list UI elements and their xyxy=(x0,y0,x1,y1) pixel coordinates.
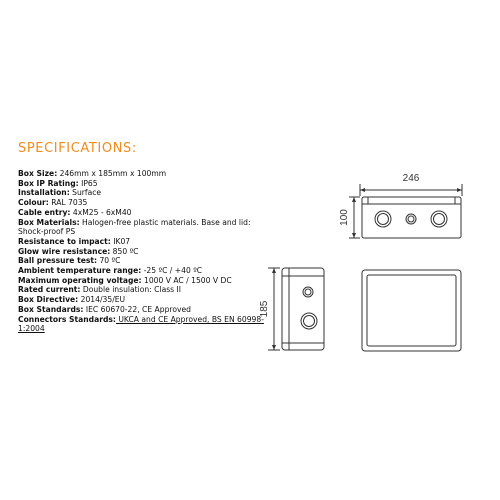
spec-value: -25 ºC / +40 ºC xyxy=(141,266,203,276)
spec-value: UKCA and CE Approved, BS EN 60998-1:2004 xyxy=(18,314,264,334)
spec-value: 4xM25 - 6xM40 xyxy=(70,207,132,217)
spec-label: Rated current: xyxy=(18,285,81,295)
spec-value: RAL 7035 xyxy=(48,198,88,208)
spec-label: Ball pressure test: xyxy=(18,256,98,266)
spec-label: Glow wire resistance: xyxy=(18,246,111,256)
top-view-outline xyxy=(362,270,461,351)
spec-value: IP65 xyxy=(78,178,98,188)
height-label: 100 xyxy=(339,209,350,226)
spec-label: Installation: xyxy=(18,188,70,198)
width-label: 246 xyxy=(402,173,420,184)
spec-value: Surface xyxy=(69,188,102,198)
front-view xyxy=(349,184,462,238)
spec-value: Double insulation: Class II xyxy=(80,285,182,295)
top-view xyxy=(362,270,461,351)
spec-value: 850 ºC xyxy=(110,246,139,256)
front-view-outline xyxy=(362,197,461,238)
spec-label: Box Size: xyxy=(18,169,58,178)
specifications-heading: SPECIFICATIONS: xyxy=(18,141,137,156)
spec-label: Box Materials: xyxy=(18,217,80,227)
spec-label: Maximum operating voltage: xyxy=(18,275,142,285)
spec-value: 246mm x 185mm x 100mm xyxy=(57,169,167,178)
spec-label: Connectors Standards: xyxy=(18,314,116,324)
spec-value: IK07 xyxy=(110,236,131,246)
spec-value: 70 ºC xyxy=(97,256,121,266)
spec-label: Box IP Rating: xyxy=(18,178,79,188)
spec-label: Box Directive: xyxy=(18,295,79,305)
depth-label: 185 xyxy=(259,300,270,318)
side-view xyxy=(268,268,324,350)
spec-label: Ambient temperature range: xyxy=(18,266,142,276)
spec-label: Colour: xyxy=(18,198,49,208)
spec-label: Cable entry: xyxy=(18,207,71,217)
spec-value: Halogen-free plastic materials. Base and lid: Shock-proof PS xyxy=(18,217,251,237)
spec-label: Resistance to impact: xyxy=(18,236,111,246)
spec-label: Box Standards: xyxy=(18,304,84,314)
spec-value: 2014/35/EU xyxy=(78,295,126,305)
side-view-outline xyxy=(282,268,324,350)
spec-value: 1000 V AC / 1500 V DC xyxy=(141,275,232,285)
spec-value: IEC 60670-22, CE Approved xyxy=(83,304,191,314)
